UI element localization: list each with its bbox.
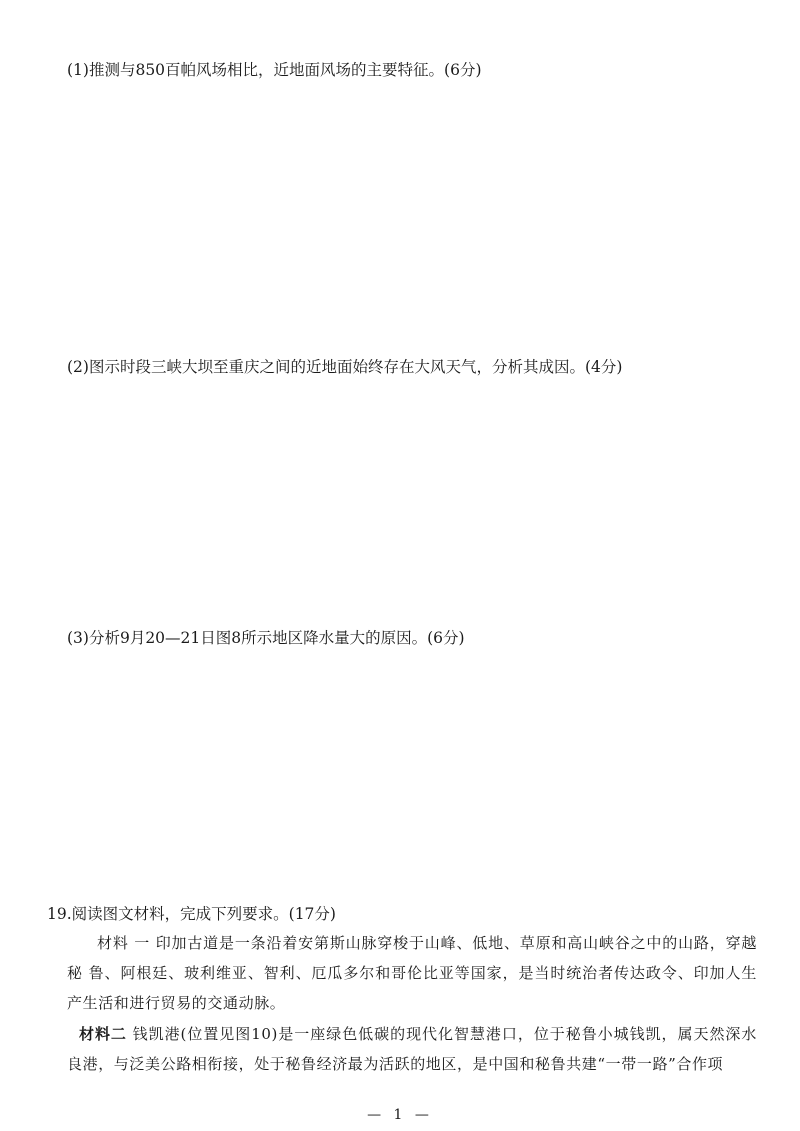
material-2-text: 钱凯港(位置见图10)是一座绿色低碳的现代化智慧港口，位于秘鲁小城钱凯，属天然深水良港，与泛美公路相衔接，处于秘鲁经济最为活跃的地区，是中国和秘鲁共建“一带一路”合作项 (67, 1025, 757, 1073)
question-3: (3)分析9月20—21日图8所示地区降水量大的原因。(6分) (67, 629, 465, 647)
material-1-label: 材料 一 (97, 934, 151, 952)
material-2-paragraph (67, 1019, 757, 1079)
question-2: (2)图示时段三峡大坝至重庆之间的近地面始终存在大风天气，分析其成因。(4分) (67, 358, 623, 376)
page-number: — 1 — (367, 1107, 433, 1123)
question-19-heading: 19.阅读图文材料，完成下列要求。(17分) (47, 905, 336, 923)
question-1: (1)推测与850百帕风场相比，近地面风场的主要特征。(6分) (67, 61, 482, 79)
material-2-label: 材料二 (79, 1025, 127, 1043)
material-1-paragraph (67, 928, 757, 1018)
material-1-text: 印加古道是一条沿着安第斯山脉穿梭于山峰、低地、草原和高山峡谷之中的山路，穿越秘 鲁、阿根廷、玻利维亚、智利、厄瓜多尔和哥伦比亚等国家，是当时统治者传达政令、印加人生产生活和进行贸易的交通动脉。 (67, 934, 758, 1012)
